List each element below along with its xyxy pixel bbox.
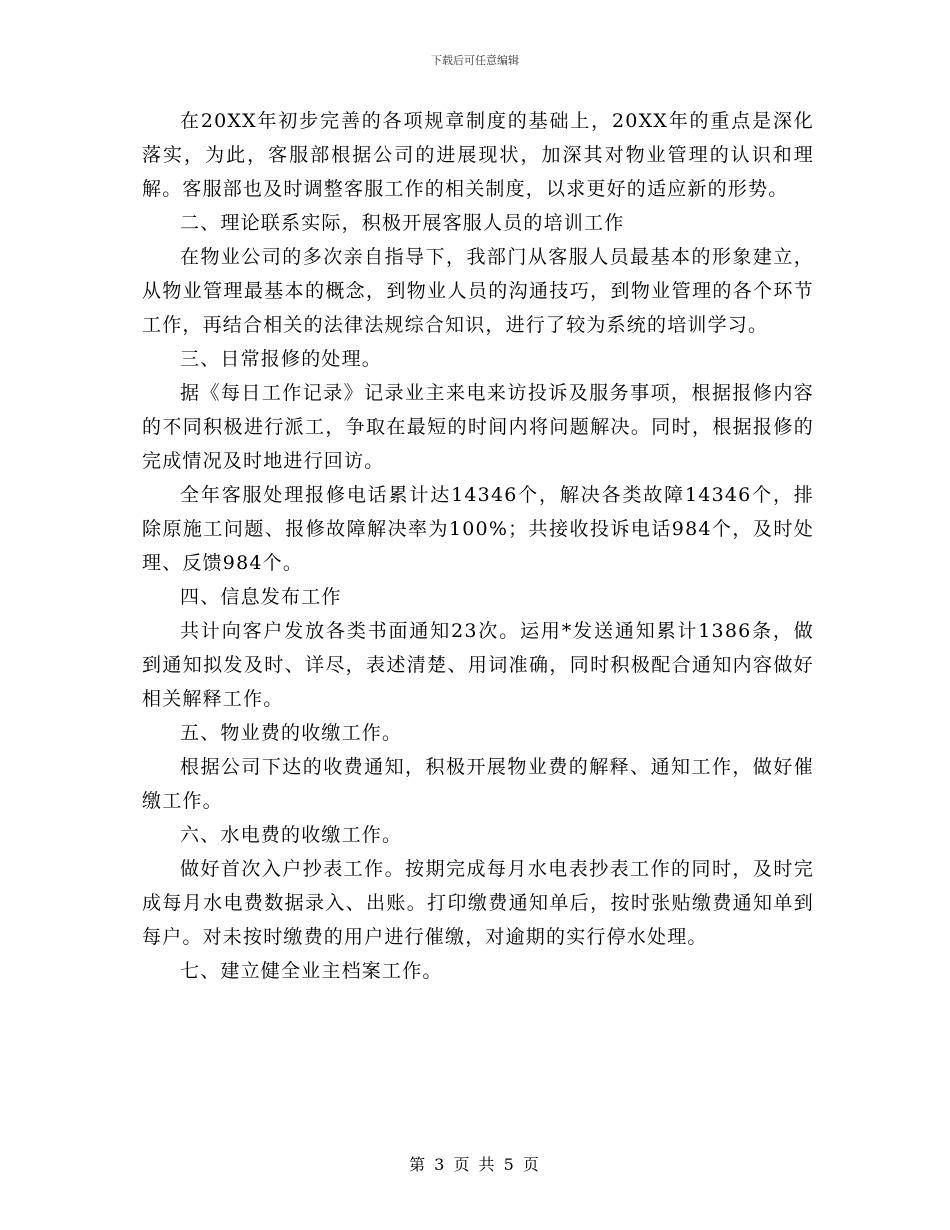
- page-number: 第 3 页 共 5 页: [409, 1155, 541, 1174]
- section-heading-property-fee: 五、物业费的收缴工作。: [180, 722, 403, 744]
- section-heading-repairs: 三、日常报修的处理。: [180, 348, 383, 370]
- section-heading-utility-fee: 六、水电费的收缴工作。: [180, 824, 403, 846]
- paragraph-utility-fee: 做好首次入户抄表工作。按期完成每月水电表抄表工作的同时，及时完成每月水电费数据录入、出账。打印缴费通知单后，按时张贴缴费通知单到每户。对未按时缴费的用户进行催缴，对逾期的实行停水处理。: [142, 858, 814, 948]
- paragraph-repairs-process: 据《每日工作记录》记录业主来电来访投诉及服务事项，根据报修内容的不同积极进行派工，争取在最短的时间内将问题解决。同时，根据报修的完成情况及时地进行回访。: [142, 382, 814, 472]
- page-header-note: 下载后可任意编辑: [431, 54, 519, 67]
- paragraph-notices: 共计向客户发放各类书面通知23次。运用*发送通知累计1386条，做到通知拟发及时、详尽，表述清楚、用词准确，同时积极配合通知内容做好相关解释工作。: [142, 620, 814, 710]
- paragraph-property-fee: 根据公司下达的收费通知，积极开展物业费的解释、通知工作，做好催缴工作。: [142, 756, 814, 812]
- section-heading-notices: 四、信息发布工作: [180, 586, 342, 608]
- paragraph-intro: 在20XX年初步完善的各项规章制度的基础上，20XX年的重点是深化落实，为此，客服部根据公司的进展现状，加深其对物业管理的认识和理解。客服部也及时调整客服工作的相关制度，以求更好的适应新的形势。: [142, 110, 814, 200]
- section-heading-owner-files: 七、建立健全业主档案工作。: [180, 960, 443, 982]
- paragraph-repairs-stats: 全年客服处理报修电话累计达14346个，解决各类故障14346个，排除原施工问题、报修故障解决率为100%；共接收投诉电话984个，及时处理、反馈984个。: [142, 484, 814, 574]
- section-heading-training: 二、理论联系实际，积极开展客服人员的培训工作: [180, 212, 625, 234]
- paragraph-training: 在物业公司的多次亲自指导下，我部门从客服人员最基本的形象建立，从物业管理最基本的概念，到物业人员的沟通技巧，到物业管理的各个环节工作，再结合相关的法律法规综合知识，进行了较为系统的培训学习。: [142, 246, 814, 336]
- document-body: [142, 104, 814, 988]
